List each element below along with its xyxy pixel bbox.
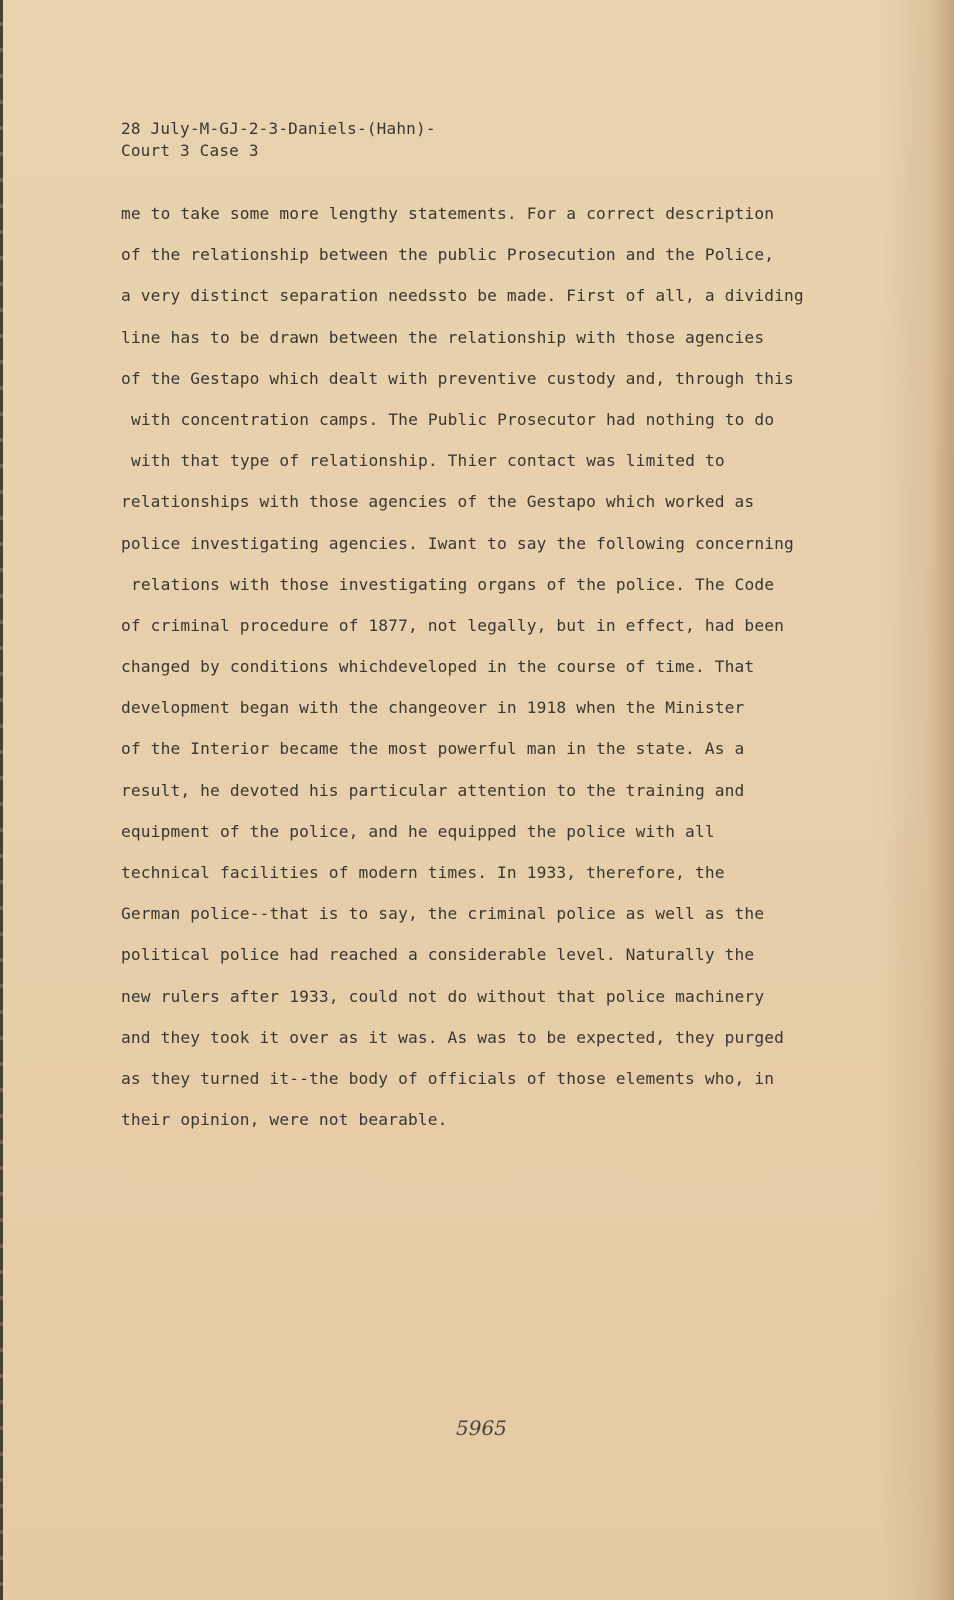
text-line: with concentration camps. The Public Prosecutor had nothing to do — [131, 409, 775, 429]
text-line: and they took it over as it was. As was to be expected, they purged — [121, 1027, 785, 1047]
text-line: of the Gestapo which dealt with preventive custody and, through this — [121, 368, 794, 388]
text-line: me to take some more lengthy statements. For a correct description — [121, 204, 775, 223]
text-line: changed by conditions whichdeveloped in the course of time. That — [121, 657, 755, 677]
binding-edge — [0, 0, 3, 1600]
text-line: their opinion, were not bearable. — [121, 1110, 448, 1130]
transcript-body — [121, 193, 841, 1140]
text-line: relations with those investigating organs of the police. The Code — [131, 574, 775, 594]
text-line: new rulers after 1933, could not do without that police machinery — [121, 986, 765, 1006]
text-line: German police--that is to say, the criminal police as well as the — [121, 904, 765, 924]
text-line: technical facilities of modern times. In 1933, therefore, the — [121, 863, 725, 882]
text-line: line has to be drawn between the relationship with those agencies — [121, 327, 765, 347]
text-line: as they turned it--the body of officials of those elements who, in — [121, 1068, 775, 1088]
document-header — [121, 118, 436, 162]
header-reference-line: 28 July-M-GJ-2-3-Daniels-(Hahn)- — [121, 119, 436, 138]
page-edge-shadow — [932, 0, 954, 1600]
text-line: development began with the changeover in 1918 when the Minister — [121, 698, 745, 718]
page-number: 5965 — [456, 1416, 507, 1440]
text-line: of the relationship between the public Prosecution and the Police, — [121, 245, 775, 265]
text-line: a very distinct separation needssto be made. First of all, a dividing — [121, 286, 804, 306]
text-line: equipment of the police, and he equipped the police with all — [121, 821, 715, 841]
text-line: political police had reached a considerable level. Naturally the — [121, 945, 755, 965]
text-line: of the Interior became the most powerful man in the state. As a — [121, 739, 745, 759]
text-line: relationships with those agencies of the Gestapo which worked as — [121, 492, 755, 512]
text-line: of criminal procedure of 1877, not legally, but in effect, had been — [121, 615, 785, 635]
text-line: police investigating agencies. Iwant to say the following concerning — [121, 533, 794, 553]
text-line: with that type of relationship. Thier contact was limited to — [131, 451, 725, 471]
header-court-line: Court 3 Case 3 — [121, 141, 259, 160]
text-line: result, he devoted his particular attention to the training and — [121, 780, 745, 800]
